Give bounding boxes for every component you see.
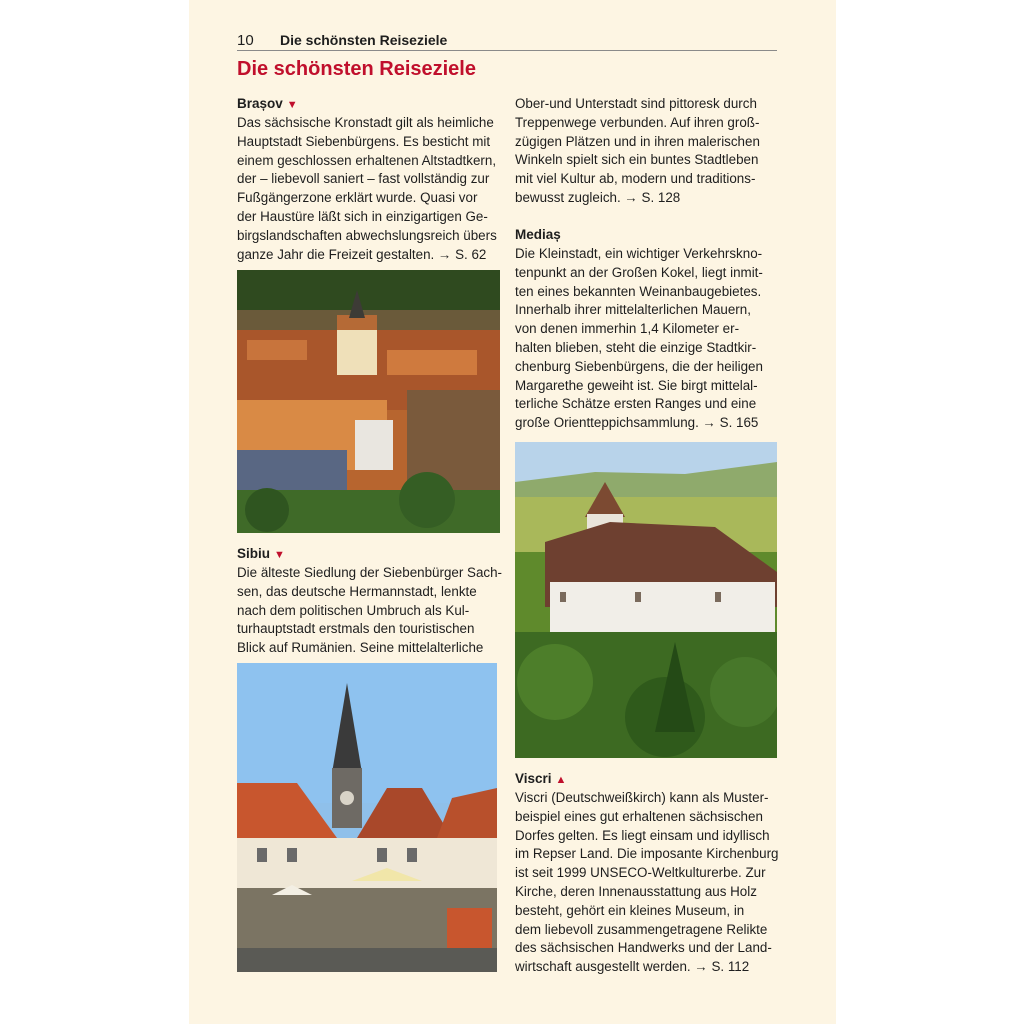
- text-line: sen, das deutsche Hermannstadt, lenkte: [237, 583, 477, 599]
- viscri-heading: [515, 771, 566, 786]
- text-line: besteht, gehört ein kleines Museum, in: [515, 902, 745, 918]
- page-title: Die schönsten Reiseziele: [237, 58, 476, 80]
- triangle-down-icon: ▼: [286, 99, 298, 111]
- text-line: Winkeln spielt sich ein buntes Stadtleben: [515, 152, 759, 168]
- viscri-text: [515, 789, 777, 977]
- text-line: halten blieben, steht die einzige Stadtkir-: [515, 339, 757, 355]
- brasov-text-continued: [515, 95, 777, 208]
- text-line: Dorfes gelten. Es liegt einsam und idyllisch: [515, 827, 770, 843]
- text-line: Die Kleinstadt, ein wichtiger Verkehrskno-: [515, 246, 763, 261]
- text-line: birgslandschaften abwechslungsreich übers: [237, 227, 497, 243]
- viscri-photo: [515, 442, 777, 758]
- sibiu-text: [237, 564, 503, 658]
- text-line: nach dem politischen Umbruch als Kul-: [237, 602, 470, 618]
- page-number: 10: [237, 32, 254, 49]
- running-head-title: Die schönsten Reiseziele: [280, 32, 448, 48]
- brasov-heading: [237, 96, 298, 111]
- medias-text: [515, 245, 777, 433]
- text-line: im Repser Land. Die imposante Kirchenburg: [515, 846, 779, 862]
- text-line: der Haustüre läßt sich in einzigartigen Ge-: [237, 208, 488, 224]
- brasov-photo: [237, 270, 500, 533]
- text-line: von denen immerhin 1,4 Kilometer er-: [515, 321, 740, 337]
- text-line: beispiel eines gut erhaltenen sächsischen: [515, 808, 763, 824]
- brasov-text: [237, 114, 499, 264]
- book-page: [189, 0, 836, 1024]
- text-line: Kirche, deren Innenausstattung aus Holz: [515, 883, 757, 899]
- sibiu-heading-text: Sibiu: [237, 546, 270, 561]
- text-line: des sächsischen Handwerks und der Land-: [515, 940, 772, 956]
- text-line: einem geschlossen erhaltenen Altstadtkern,: [237, 152, 497, 168]
- text-line: der – liebevoll saniert – fast vollständig zur: [237, 171, 490, 187]
- viscri-heading-text: Viscri: [515, 771, 552, 786]
- text-line: Margarethe geweiht ist. Sie birgt mittelal-: [515, 377, 758, 393]
- text-line: ist seit 1999 UNSECO-Weltkulturerbe. Zur: [515, 865, 766, 881]
- medias-heading: [515, 227, 561, 242]
- text-line: Ober-und Unterstadt sind pittoresk durch: [515, 96, 757, 111]
- text-line: große Orientteppichsammlung. → S. 165: [515, 415, 759, 431]
- text-line: Treppenwege verbunden. Auf ihren groß-: [515, 114, 760, 130]
- text-line: Fußgängerzone erklärt wurde. Quasi vor: [237, 190, 478, 206]
- medias-heading-text: Mediaș: [515, 227, 561, 242]
- running-head: [237, 30, 777, 51]
- text-line: bewusst zugleich. → S. 128: [515, 189, 681, 205]
- text-line: ten eines bekannten Weinanbaugebietes.: [515, 283, 762, 299]
- text-line: mit viel Kultur ab, modern und traditions-: [515, 171, 756, 187]
- text-line: turhauptstadt erstmals den touristischen: [237, 621, 475, 637]
- text-line: Die älteste Siedlung der Siebenbürger Sach-: [237, 565, 503, 580]
- text-line: Innerhalb ihrer mittelalterlichen Mauern,: [515, 302, 751, 318]
- text-line: Viscri (Deutschweißkirch) kann als Muster-: [515, 790, 769, 805]
- triangle-up-icon: ▲: [555, 774, 567, 786]
- sibiu-photo: [237, 663, 497, 972]
- text-line: terliche Schätze ersten Ranges und eine: [515, 396, 757, 412]
- text-line: zügigen Plätzen und in ihren malerischen: [515, 133, 760, 149]
- triangle-down-icon: ▼: [274, 549, 285, 561]
- sibiu-heading: [237, 546, 285, 561]
- text-line: Das sächsische Kronstadt gilt als heimliche: [237, 115, 494, 130]
- text-line: ganze Jahr die Freizeit gestalten. → S. 62: [237, 246, 487, 262]
- text-line: dem liebevoll zusammengetragene Relikte: [515, 921, 768, 937]
- text-line: wirtschaft ausgestellt werden. → S. 112: [515, 959, 750, 975]
- text-line: Blick auf Rumänien. Seine mittelalterliche: [237, 640, 484, 656]
- brasov-heading-text: Brașov: [237, 96, 283, 111]
- text-line: chenburg Siebenbürgens, die der heiligen: [515, 358, 763, 374]
- text-line: Hauptstadt Siebenbürgens. Es besticht mit: [237, 133, 491, 149]
- text-line: tenpunkt an der Großen Kokel, liegt inmit-: [515, 264, 763, 280]
